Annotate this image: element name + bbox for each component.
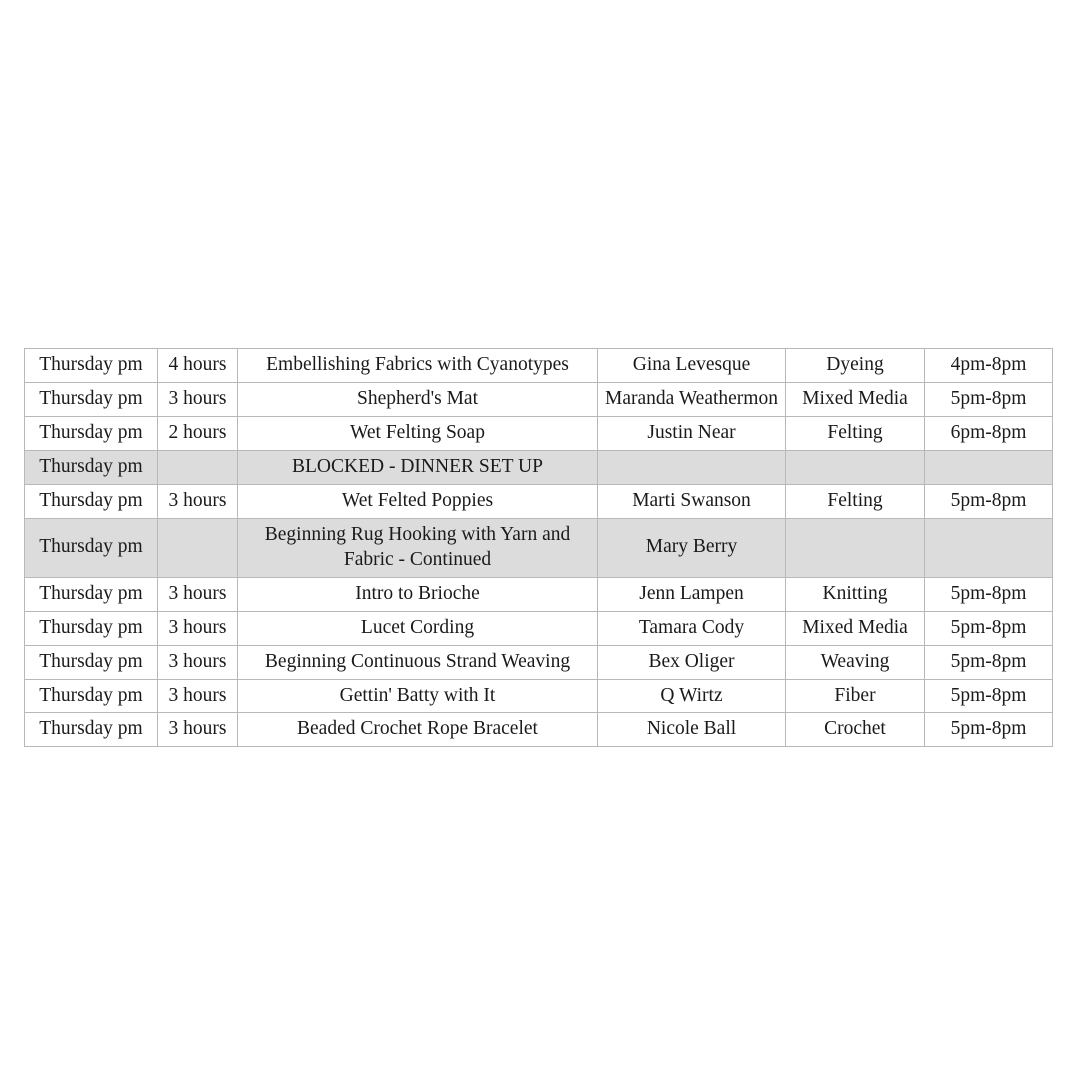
cell-category: Knitting — [786, 577, 925, 611]
cell-day: Thursday pm — [25, 577, 158, 611]
table-row — [25, 679, 1053, 713]
cell-class: Intro to Brioche — [238, 577, 598, 611]
cell-class: BLOCKED - DINNER SET UP — [238, 450, 598, 484]
cell-day: Thursday pm — [25, 416, 158, 450]
table-row — [25, 382, 1053, 416]
class-schedule-container — [24, 348, 1052, 747]
cell-class: Gettin' Batty with It — [238, 679, 598, 713]
cell-day: Thursday pm — [25, 518, 158, 577]
cell-duration: 3 hours — [158, 382, 238, 416]
cell-class: Beaded Crochet Rope Bracelet — [238, 713, 598, 747]
cell-teacher: Mary Berry — [598, 518, 786, 577]
cell-teacher: Gina Levesque — [598, 349, 786, 383]
cell-category: Felting — [786, 416, 925, 450]
cell-teacher: Jenn Lampen — [598, 577, 786, 611]
cell-teacher: Justin Near — [598, 416, 786, 450]
cell-category — [786, 518, 925, 577]
cell-category: Weaving — [786, 645, 925, 679]
cell-time — [925, 518, 1053, 577]
cell-day: Thursday pm — [25, 382, 158, 416]
cell-day: Thursday pm — [25, 645, 158, 679]
cell-teacher: Nicole Ball — [598, 713, 786, 747]
cell-class: Wet Felted Poppies — [238, 484, 598, 518]
cell-category: Felting — [786, 484, 925, 518]
table-row — [25, 611, 1053, 645]
table-row — [25, 645, 1053, 679]
cell-time: 5pm-8pm — [925, 611, 1053, 645]
cell-duration: 3 hours — [158, 577, 238, 611]
cell-class: Lucet Cording — [238, 611, 598, 645]
cell-day: Thursday pm — [25, 484, 158, 518]
cell-category — [786, 450, 925, 484]
table-row — [25, 349, 1053, 383]
cell-duration: 3 hours — [158, 484, 238, 518]
cell-teacher: Q Wirtz — [598, 679, 786, 713]
table-row — [25, 577, 1053, 611]
cell-time: 5pm-8pm — [925, 577, 1053, 611]
cell-teacher — [598, 450, 786, 484]
cell-day: Thursday pm — [25, 611, 158, 645]
table-row — [25, 416, 1053, 450]
schedule-table-body — [25, 349, 1053, 747]
cell-category: Mixed Media — [786, 382, 925, 416]
cell-teacher: Marti Swanson — [598, 484, 786, 518]
cell-time: 6pm-8pm — [925, 416, 1053, 450]
cell-time: 5pm-8pm — [925, 645, 1053, 679]
cell-teacher: Maranda Weathermon — [598, 382, 786, 416]
cell-category: Dyeing — [786, 349, 925, 383]
cell-duration — [158, 450, 238, 484]
cell-class: Shepherd's Mat — [238, 382, 598, 416]
cell-day: Thursday pm — [25, 450, 158, 484]
cell-time: 5pm-8pm — [925, 713, 1053, 747]
cell-teacher: Tamara Cody — [598, 611, 786, 645]
table-row — [25, 484, 1053, 518]
class-schedule-table — [24, 348, 1053, 747]
table-row — [25, 518, 1053, 577]
cell-duration: 2 hours — [158, 416, 238, 450]
cell-category: Fiber — [786, 679, 925, 713]
cell-time — [925, 450, 1053, 484]
cell-day: Thursday pm — [25, 349, 158, 383]
cell-time: 5pm-8pm — [925, 382, 1053, 416]
cell-duration: 3 hours — [158, 645, 238, 679]
cell-category: Crochet — [786, 713, 925, 747]
cell-day: Thursday pm — [25, 679, 158, 713]
cell-class: Embellishing Fabrics with Cyanotypes — [238, 349, 598, 383]
table-row — [25, 713, 1053, 747]
cell-duration — [158, 518, 238, 577]
cell-teacher: Bex Oliger — [598, 645, 786, 679]
cell-category: Mixed Media — [786, 611, 925, 645]
cell-duration: 3 hours — [158, 611, 238, 645]
cell-duration: 4 hours — [158, 349, 238, 383]
table-row — [25, 450, 1053, 484]
cell-duration: 3 hours — [158, 679, 238, 713]
cell-class: Wet Felting Soap — [238, 416, 598, 450]
cell-class: Beginning Rug Hooking with Yarn and Fabric - Continued — [238, 518, 598, 577]
cell-time: 5pm-8pm — [925, 484, 1053, 518]
cell-time: 4pm-8pm — [925, 349, 1053, 383]
cell-class: Beginning Continuous Strand Weaving — [238, 645, 598, 679]
cell-duration: 3 hours — [158, 713, 238, 747]
cell-time: 5pm-8pm — [925, 679, 1053, 713]
cell-day: Thursday pm — [25, 713, 158, 747]
